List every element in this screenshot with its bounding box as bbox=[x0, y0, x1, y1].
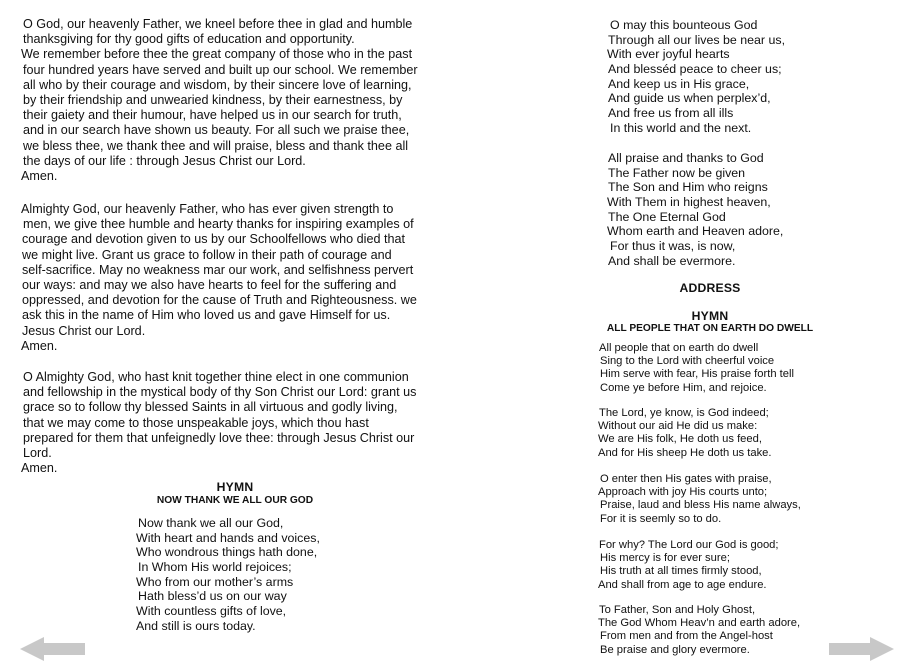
verse-line: Approach with joy His courts unto; bbox=[598, 486, 768, 499]
hymn-title: ALL PEOPLE THAT ON EARTH DO DWELL bbox=[606, 323, 814, 334]
verse-line: Sing to the Lord with cheerful voice bbox=[600, 355, 775, 368]
prayer-line: self-sacrifice. May no weakness mar our work, and selfishness pervert bbox=[22, 262, 414, 277]
prev-page-button[interactable] bbox=[20, 637, 86, 661]
verse-line: All people that on earth do dwell bbox=[599, 342, 759, 354]
prayer-line: their gaiety and their humour, have helped us in our search for truth, bbox=[23, 108, 402, 123]
verse-line: For it is seemly so to do. bbox=[600, 512, 722, 525]
verse-line: For thus it was, is now, bbox=[610, 239, 736, 254]
prayer-amen: Amen. bbox=[21, 338, 58, 353]
verse-line: All praise and thanks to God bbox=[608, 151, 764, 165]
verse-line: Through all our lives be near us, bbox=[608, 32, 786, 47]
prayer-thanksgiving bbox=[21, 17, 418, 184]
prayer-line: by their friendship and unwearied kindness, by their earnestness, by bbox=[23, 92, 403, 107]
verse-line: From men and from the Angel-host bbox=[600, 630, 773, 643]
verse-line: Who from our mother’s arms bbox=[136, 574, 294, 589]
verse-line: His mercy is for ever sure; bbox=[600, 552, 730, 565]
verse-line: Whom earth and Heaven adore, bbox=[607, 224, 784, 239]
hymn-verse bbox=[598, 473, 801, 526]
address-heading: ADDRESS bbox=[679, 281, 741, 295]
verse-line: O may this bounteous God bbox=[610, 18, 758, 32]
verse-line: In Whom His world rejoices; bbox=[138, 560, 292, 575]
hymn-title: NOW THANK WE ALL OUR GOD bbox=[156, 495, 314, 506]
hymn-verse bbox=[598, 539, 779, 592]
prayer-line: Jesus Christ our Lord. bbox=[22, 323, 146, 338]
prayer-line: that we may come to those unspeakable joys, which thou hast bbox=[23, 415, 369, 430]
prayer-line: courage and devotion given to us by our Schoolfellows who died that bbox=[22, 232, 405, 247]
verse-line: The Son and Him who reigns bbox=[608, 180, 768, 195]
prayer-amen: Amen. bbox=[21, 461, 58, 476]
verse-line: Without our aid He did us make: bbox=[598, 420, 758, 433]
verse-line: And guide us when perplex’d, bbox=[608, 91, 771, 106]
prayer-line: we might live. Grant us grace to follow in their path of courage and bbox=[22, 247, 392, 262]
hymn-verse bbox=[598, 407, 772, 460]
verse-line: With Them in highest heaven, bbox=[607, 195, 771, 210]
prayer-line: We remember before thee the great company of those who in the past bbox=[21, 47, 413, 62]
prayer-amen: Amen. bbox=[21, 168, 58, 183]
verse-line: For why? The Lord our God is good; bbox=[599, 539, 779, 551]
verse-line: Now thank we all our God, bbox=[138, 516, 284, 530]
prayer-line: all who by their courage and wisdom, by their sincere love of learning, bbox=[23, 77, 412, 92]
verse-line: O enter then His gates with praise, bbox=[600, 473, 772, 485]
prayer-line: prepared for them that unfeignedly love thee: through Jesus Christ our bbox=[23, 430, 415, 445]
hymn-verse bbox=[607, 151, 783, 269]
prayer-line: the days of our life : through Jesus Christ our Lord. bbox=[23, 153, 306, 168]
right-arrow-icon bbox=[829, 637, 894, 661]
verse-line: The One Eternal God bbox=[608, 209, 726, 224]
prayer-line: O God, our heavenly Father, we kneel before thee in glad and humble bbox=[23, 17, 413, 31]
hymn-heading: HYMN bbox=[691, 309, 729, 323]
verse-line: And still is ours today. bbox=[136, 618, 256, 633]
prayer-line: and fellowship in the mystical body of thy Son Christ our Lord: grant us bbox=[23, 385, 417, 400]
right-page bbox=[470, 0, 910, 672]
verse-line: And shall be evermore. bbox=[608, 253, 736, 268]
verse-line: And keep us in His grace, bbox=[608, 76, 750, 91]
prayer-line: Almighty God, our heavenly Father, who has ever given strength to bbox=[21, 202, 394, 216]
verse-line: Him serve with fear, His praise forth tell bbox=[600, 368, 794, 381]
hymn-heading: HYMN bbox=[216, 480, 254, 494]
prayer-line: and in our search have shown us beauty. For all such we praise thee, bbox=[23, 123, 410, 138]
verse-line: The Father now be given bbox=[608, 165, 746, 180]
prayer-saints bbox=[21, 370, 416, 476]
verse-line: And blesséd peace to cheer us; bbox=[608, 62, 782, 77]
verse-line: With ever joyful hearts bbox=[607, 47, 730, 62]
next-page-button[interactable] bbox=[828, 637, 894, 661]
prayer-line: men, we give thee humble and hearty thanks for inspiring examples of bbox=[23, 217, 414, 232]
prayer-remembrance bbox=[21, 202, 417, 354]
hymn-verse bbox=[598, 604, 800, 657]
verse-line: His truth at all times firmly stood, bbox=[600, 565, 762, 578]
verse-line: The God Whom Heav’n and earth adore, bbox=[598, 617, 801, 630]
hymn-verse bbox=[598, 342, 794, 395]
hymn-verse bbox=[607, 18, 785, 136]
verse-line: Be praise and glory evermore. bbox=[600, 643, 750, 656]
prayer-line: four hundred years have served and built up our school. We remember bbox=[23, 62, 418, 77]
verse-line: Come ye before Him, and rejoice. bbox=[600, 381, 767, 394]
prayer-line: oppressed, and devotion for the cause of Truth and Righteousness. we bbox=[22, 293, 417, 308]
verse-line: The Lord, ye know, is God indeed; bbox=[599, 407, 769, 419]
verse-line: And shall from age to age endure. bbox=[598, 578, 767, 591]
verse-line: And free us from all ills bbox=[608, 106, 734, 121]
hymn-verse bbox=[136, 516, 320, 634]
prayer-line: we bless thee, we thank thee and will praise, bless and thank thee all bbox=[23, 138, 409, 153]
prayer-line: Lord. bbox=[23, 445, 52, 460]
verse-line: And for His sheep He doth us take. bbox=[598, 446, 772, 459]
verse-line: Who wondrous things hath done, bbox=[136, 545, 318, 560]
left-arrow-icon bbox=[20, 637, 85, 661]
verse-line: To Father, Son and Holy Ghost, bbox=[599, 604, 756, 616]
prayer-line: thanksgiving for thy good gifts of education and opportunity. bbox=[23, 32, 355, 47]
verse-line: In this world and the next. bbox=[610, 120, 752, 135]
prayer-line: O Almighty God, who hast knit together thine elect in one communion bbox=[23, 370, 409, 384]
verse-line: We are His folk, He doth us feed, bbox=[598, 433, 762, 446]
verse-line: With countless gifts of love, bbox=[136, 604, 287, 619]
prayer-line: our ways: and may we also have hearts to feel for the suffering and bbox=[22, 277, 397, 292]
verse-line: Praise, laud and bless His name always, bbox=[600, 499, 801, 512]
verse-line: Hath bless’d us on our way bbox=[138, 589, 287, 604]
verse-line: With heart and hands and voices, bbox=[136, 530, 320, 545]
prayer-line: ask this in the name of Him who loved us and gave Himself for us. bbox=[22, 308, 391, 323]
prayer-line: grace so to follow thy blessed Saints in all virtuous and godly living, bbox=[23, 400, 398, 415]
